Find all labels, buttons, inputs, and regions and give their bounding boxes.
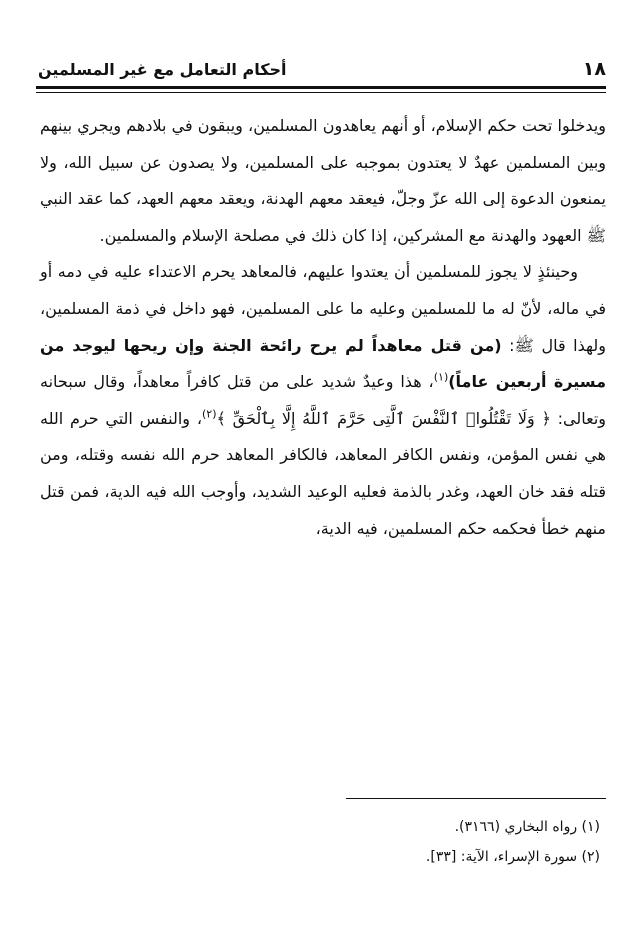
footnote-marker-2[interactable]: (٢) bbox=[201, 407, 217, 421]
footnote-marker-1[interactable]: (١) bbox=[433, 370, 449, 384]
paragraph-1: ويدخلوا تحت حكم الإسلام، أو أنهم يعاهدون المسلمين، ويبقون في بلادهم ويجري بينهم وبين المسلمين عهدٌ لا يعتدون بموجبه على المسلمين، ولا يصدون عن سبيل الله، ولا يمنعون الدعوة إلى الله عزّ وجلّ، فيعقد معهم الهدنة، ويعقد معهم العهد، كما عقد النبي ﷺ العهود والهدنة مع المشركين، إذا كان ذلك في مصلحة الإسلام والمسلمين. bbox=[40, 116, 606, 245]
paragraph-2-end: ، والنفس التي حرم الله هي نفس المؤمن، ونفس الكافر المعاهد، فالكافر المعاهد حرم الله نفسه وقتله، ومن قتله فقد خان العهد، وغدر بالذمة فعليه الوعيد الشديد، وأوجب الله فيه الدية، فمن قتل منهم خطأ فحكمه حكم المسلمين، فيه الدية، bbox=[40, 408, 606, 538]
footnotes bbox=[40, 812, 600, 872]
footnote-separator bbox=[346, 798, 606, 799]
paragraph-2 bbox=[40, 254, 606, 547]
header-rule-thick bbox=[36, 86, 606, 89]
paragraph-2-intro: وحينئذٍ لا يجوز للمسلمين أن يعتدوا عليهم، فالمعاهد يحرم الاعتداء عليه في دمه أو في ماله، لأنّ له ما للمسلمين وعليه ما على المسلمين، فهو داخل في ذمة المسلمين، ولهذا قال ﷺ: bbox=[40, 262, 606, 355]
footnote-1: (١) رواه البخاري (٣١٦٦). bbox=[454, 819, 600, 835]
page-number: ١٨ bbox=[582, 58, 606, 80]
paragraph-2-quran: ، هذا وعيدٌ شديد على من قتل كافراً معاهداً، وقال سبحانه وتعالى: ﴿ وَلَا تَقْتُلُوا۟ ٱلنَّفْسَ ٱلَّتِى حَرَّمَ ٱللَّهُ إِلَّا بِٱلْحَقِّ ﴾ bbox=[40, 372, 606, 428]
hadith-quote: (من قتل معاهداً لم يرح رائحة الجنة وإن ريحها ليوجد من مسيرة أربعين عاماً) bbox=[40, 335, 606, 392]
running-title: أحكام التعامل مع غير المسلمين bbox=[38, 60, 287, 79]
header-rule-thin bbox=[36, 92, 606, 93]
page-header bbox=[36, 56, 606, 84]
body-text bbox=[40, 108, 606, 547]
footnote-2: (٢) سورة الإسراء، الآية: [٣٣]. bbox=[425, 849, 600, 865]
